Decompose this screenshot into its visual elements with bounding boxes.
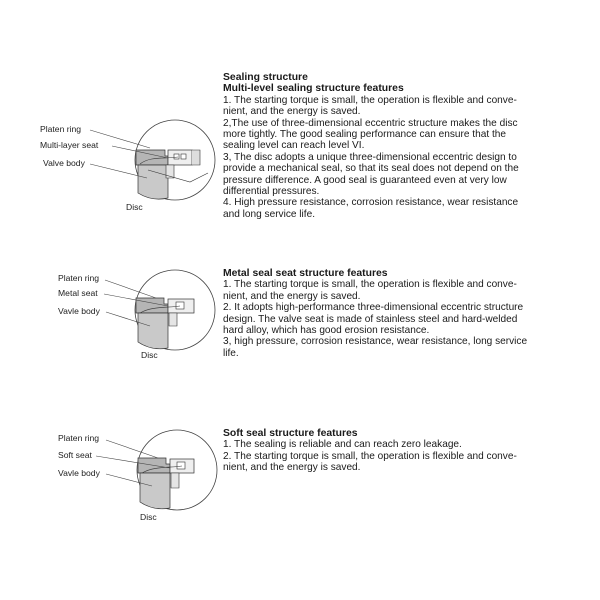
text-line: pressure difference. A good seal is guaranteed even at very low — [223, 174, 507, 186]
text-line: 2,The use of three-dimensional eccentric structure makes the disc — [223, 117, 518, 129]
text-line: 3, high pressure, corrosion resistance, wear resistance, long service — [223, 336, 528, 348]
feature-text-2 — [223, 268, 595, 359]
platen-ring-label: Platen ring — [40, 124, 82, 134]
disc-label: Disc — [126, 202, 143, 212]
platen-ring-label: Platen ring — [58, 433, 100, 443]
disc-label: Disc — [141, 350, 158, 360]
seal-diagram-1 — [40, 118, 230, 238]
soft-seat-label: Soft seat — [58, 450, 92, 460]
disc-label: Disc — [140, 512, 157, 522]
platen-ring-label: Platen ring — [58, 273, 100, 283]
seal-diagram-2 — [40, 268, 230, 388]
text-line: 1. The starting torque is small, the operation is flexible and conve- — [223, 279, 517, 291]
text-line: sealing level can reach level VI. — [223, 140, 365, 152]
section-heading: Metal seal seat structure features — [223, 268, 388, 279]
text-line: nient, and the energy is saved. — [223, 290, 361, 302]
valve-body-label: Valve body — [43, 158, 85, 168]
text-line: hard alloy, which has good erosion resistance. — [223, 325, 430, 337]
section-heading: Soft seal structure features — [223, 428, 358, 439]
metal-seat-label: Metal seat — [58, 288, 98, 298]
section-title: Sealing structure — [223, 72, 308, 83]
text-line: 1. The sealing is reliable and can reach zero leakage. — [223, 439, 462, 451]
text-line: provide a mechanical seal, so that its seal does not depend on the — [223, 163, 519, 175]
text-line: nient, and the energy is saved. — [223, 106, 361, 118]
text-line: 2. It adopts high-performance three-dimensional eccentric structure — [223, 302, 524, 314]
text-line: nient, and the energy is saved. — [223, 462, 361, 474]
text-line: differential pressures. — [223, 186, 320, 198]
seal-diagram-3 — [40, 428, 230, 548]
text-line: 1. The starting torque is small, the operation is flexible and conve- — [223, 94, 517, 106]
text-line: 2. The starting torque is small, the operation is flexible and conve- — [223, 450, 517, 462]
feature-text-1 — [223, 72, 595, 220]
feature-text-3 — [223, 428, 595, 474]
text-line: more tightly. The good sealing performance can ensure that the — [223, 129, 506, 141]
text-line: design. The valve seat is made of stainless steel and hard-welded — [223, 313, 518, 325]
multi-layer-seat-label: Multi-layer seat — [40, 140, 99, 150]
valve-body-label: Vavle body — [58, 306, 100, 316]
section-heading: Multi-level sealing structure features — [223, 83, 404, 95]
text-line: and long service life. — [223, 208, 316, 220]
text-line: 4. High pressure resistance, corrosion resistance, wear resistance — [223, 197, 519, 209]
text-line: life. — [223, 347, 239, 359]
text-line: 3, The disc adopts a unique three-dimensional eccentric design to — [223, 151, 517, 163]
valve-body-label: Vavle body — [58, 468, 100, 478]
